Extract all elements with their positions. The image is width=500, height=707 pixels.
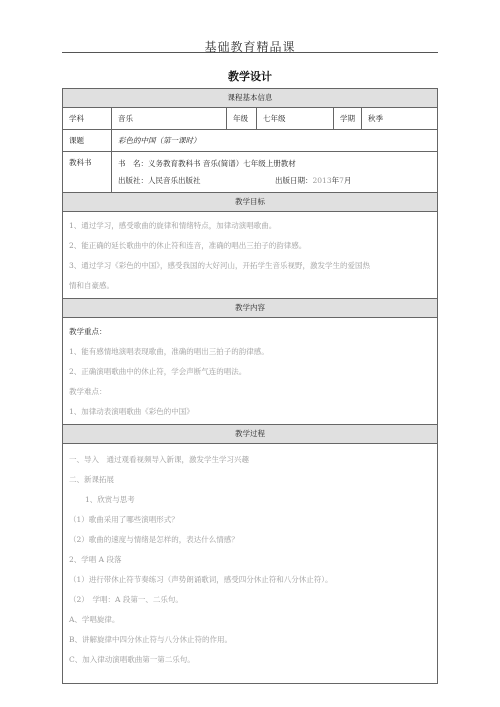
process-line: （2）歌曲的速度与情绪是怎样的，表达什么情感？ bbox=[69, 535, 239, 544]
publisher: 出版社：人民音乐出版社 bbox=[118, 176, 201, 185]
term-label: 学期 bbox=[334, 108, 362, 129]
process-line: （1）歌曲采用了哪些演唱形式？ bbox=[69, 515, 179, 524]
process-line: C、加入律动演唱歌曲第一第二乐句。 bbox=[69, 655, 195, 664]
subject-value: 音乐 bbox=[112, 108, 227, 129]
topic-row bbox=[63, 130, 437, 152]
goals-body bbox=[63, 212, 437, 299]
section-header-goals: 教学目标 bbox=[63, 193, 437, 212]
grade-label: 年级 bbox=[227, 108, 257, 129]
goal-item: 1、通过学习，感受歌曲的旋律和情绪特点，加律动演唱歌曲。 bbox=[69, 221, 277, 230]
textbook-row bbox=[63, 152, 437, 193]
topic-label: 课题 bbox=[63, 130, 112, 151]
key-points-label: 教学重点： bbox=[69, 327, 107, 336]
publish-month: 7 bbox=[339, 176, 344, 185]
publish-date-label: 出版日期： bbox=[275, 176, 313, 185]
topic-value: 彩色的中国（第一课时） bbox=[118, 136, 201, 145]
key-point-item: 1、能有感情地演唱表现歌曲，准确的唱出三拍子的韵律感。 bbox=[69, 347, 269, 356]
year-char: 年 bbox=[331, 176, 340, 185]
document-title: 教学设计 bbox=[228, 70, 272, 83]
page-header-title: 基础教育精品课 bbox=[204, 40, 296, 54]
section-header-process: 教学过程 bbox=[63, 425, 437, 444]
process-line: 2、学唱 A 段落 bbox=[69, 555, 122, 564]
textbook-name: 书 名：义务教育教科书 音乐(简谱）七年级上册教材 bbox=[118, 159, 296, 168]
publish-year: 2013 bbox=[312, 176, 332, 185]
grade-value: 七年级 bbox=[257, 108, 334, 129]
term-value: 秋季 bbox=[368, 114, 383, 123]
difficult-point-item: 1、加律动表演唱歌曲《彩色的中国》 bbox=[69, 407, 194, 416]
section-header-basic-info: 课程基本信息 bbox=[63, 89, 437, 108]
process-line: 1、欣赏与思考 bbox=[85, 495, 135, 504]
section-header-content: 教学内容 bbox=[63, 299, 437, 318]
difficult-points-label: 教学难点： bbox=[69, 387, 107, 396]
month-char: 月 bbox=[343, 176, 352, 185]
publisher-line bbox=[118, 172, 351, 189]
process-line: （2） 学唱：A 段第一、二乐句。 bbox=[69, 595, 183, 604]
goal-item: 2、能正确的延长歌曲中的休止符和连音，准确的唱出三拍子的韵律感。 bbox=[69, 241, 307, 250]
content-body bbox=[63, 318, 437, 425]
process-line: （1）进行带休止符节奏练习（声势朗诵歌词，感受四分休止符和八分休止符）。 bbox=[69, 575, 333, 584]
process-line: 一、导入 通过观看视频导入新课，激发学生学习兴趣 bbox=[69, 455, 249, 464]
process-line: B、讲解旋律中四分休止符与八分休止符的作用。 bbox=[69, 635, 233, 644]
goal-item: 情和自豪感。 bbox=[69, 281, 114, 290]
key-point-item: 2、正确演唱歌曲中的休止符，学会声断气连的唱法。 bbox=[69, 367, 247, 376]
textbook-info bbox=[112, 152, 437, 192]
textbook-label: 教科书 bbox=[63, 152, 112, 192]
goal-item: 3、通过学习《彩色的中国》，感受我国的大好河山，开拓学生音乐视野，激发学生的爱国热 bbox=[69, 261, 371, 270]
process-line: 二、新课拓展 bbox=[69, 475, 114, 484]
subject-label: 学科 bbox=[63, 108, 112, 129]
header-divider bbox=[62, 52, 438, 53]
subject-row bbox=[63, 108, 437, 130]
lesson-plan-table bbox=[62, 88, 438, 684]
process-line: A、学唱旋律。 bbox=[69, 615, 120, 624]
process-body bbox=[63, 444, 437, 683]
